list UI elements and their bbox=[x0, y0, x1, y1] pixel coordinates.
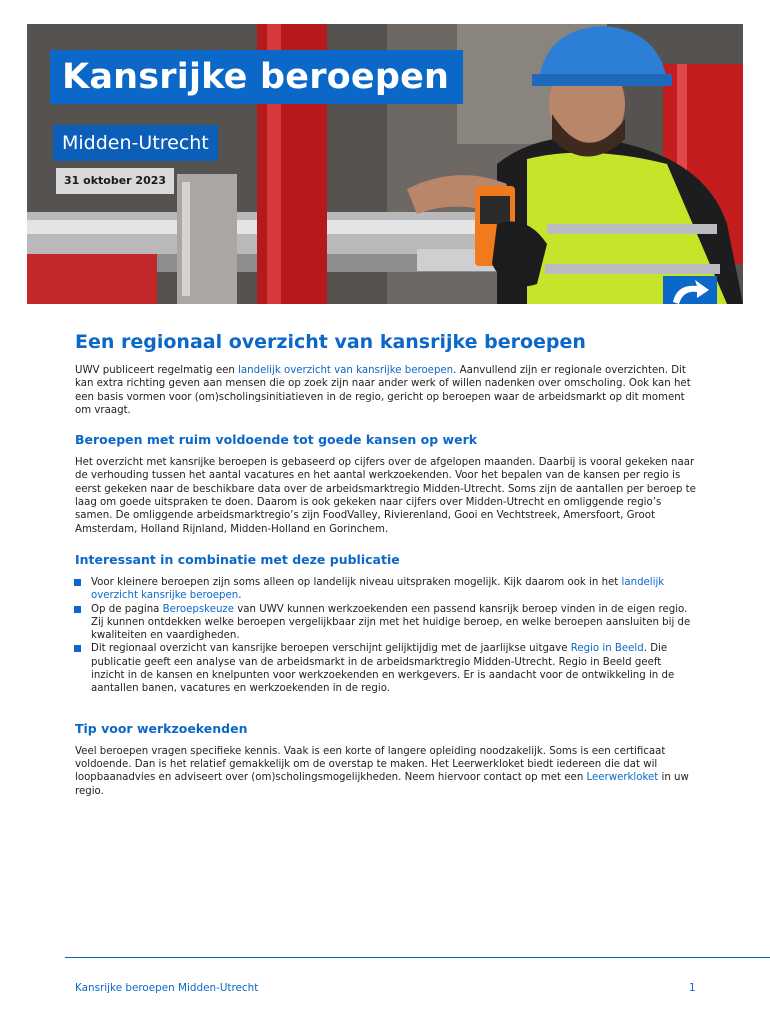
landelijk-overzicht-link[interactable]: landelijk overzicht van kansrijke beroepen bbox=[238, 365, 454, 376]
regio-in-beeld-link[interactable]: Regio in Beeld bbox=[570, 643, 644, 655]
bullet-square-icon bbox=[74, 645, 81, 652]
tip-paragraph: Veel beroepen vragen specifieke kennis. Vaak is een korte of langere opleiding noodzakelijk. Soms is een certificaat voldoende. Dan is het relatief gemakkelijk om de overstap te maken. Het Leerwerkloket biedt iedereen die dat wil loopbaanadvies en adviseert over (om)scholingsmogelijkheden. Neem hiervoor contact op met een Leerwerkloket in uw regio. bbox=[75, 745, 689, 797]
bullet-square-icon bbox=[74, 606, 81, 613]
list-item: Op de pagina Beroepskeuze van UWV kunnen werkzoekenden een passend kansrijk beroep vinden in de eigen regio. Zij kunnen ontdekken welke beroepen vergelijkbaar zijn met het huidige beroep, en welke beroepen aansluiten bij de kwaliteiten en vaardigheden. bbox=[75, 603, 697, 643]
intro-text-before: UWV publiceert regelmatig een bbox=[75, 365, 239, 376]
intro-heading: Een regionaal overzicht van kansrijke beroepen bbox=[75, 331, 586, 353]
interessant-list bbox=[75, 576, 697, 696]
interessant-heading: Interessant in combinatie met deze publicatie bbox=[75, 551, 400, 567]
page-number: 1 bbox=[689, 982, 696, 994]
page-title: Kansrijke beroepen bbox=[50, 50, 463, 104]
landelijk-overzicht-kansrijke-beroepen-link[interactable]: landelijk overzicht kansrijke beroepen bbox=[91, 576, 665, 602]
uwv-logo bbox=[663, 276, 717, 323]
intro-text-after: . Aanvullend zijn er regionale overzichten. Dit kan extra richting geven aan mensen die op zoek zijn naar ander werk of willen nadenken over omscholing. Ook kan het een basis vormen voor (om)scholingsinitiatieven in de regio, gericht op beroepen waar de arbeidsmarkt op dit moment om vraagt. bbox=[75, 365, 691, 416]
region-label: Midden-Utrecht bbox=[53, 125, 218, 161]
leerwerkloket-link[interactable]: Leerwerkloket bbox=[586, 772, 659, 784]
uwv-swoosh-icon: uwv bbox=[663, 276, 717, 304]
publication-date: 31 oktober 2023 bbox=[56, 168, 174, 194]
bullet-square-icon bbox=[74, 579, 81, 586]
kansen-paragraph: Het overzicht met kansrijke beroepen is gebaseerd op cijfers over de afgelopen maanden. Daarbij is vooral gekeken naar de verhouding tussen het aantal vacatures en het aantal werkzoekenden. Voor het bepalen van de kansen per regio is eerst gekeken naar de beschikbare data over de arbeidsmarktregio Midden-Utrecht. Soms zijn de aantallen per beroep te laag om goede uitspraken te doen. Daarom is ook gekeken naar cijfers over Midden-Utrecht en omliggende regio’s samen. De omliggende arbeidsmarktregio’s zijn FoodValley, Rivierenland, Gooi en Vechtstreek, Amersfoort, Groot Amsterdam, Holland Rijnland, Midden-Holland en Gorinchem. bbox=[75, 457, 696, 535]
tip-heading: Tip voor werkzoekenden bbox=[75, 720, 248, 736]
kansen-heading: Beroepen met ruim voldoende tot goede kansen op werk bbox=[75, 432, 478, 448]
intro-paragraph bbox=[75, 364, 697, 417]
footer-divider bbox=[65, 957, 770, 958]
list-item: Dit regionaal overzicht van kansrijke beroepen verschijnt gelijktijdig met de jaarlijkse uitgave Regio in Beeld. Die publicatie geeft een analyse van de arbeidsmarkt in de arbeidsmarktregio Midden-Utrecht. Regio in Beeld geeft inzicht in de kansen en knelpunten voor werkzoekenden en werkgevers. Er is aandacht voor de ontwikkeling in de aantallen banen, vacatures en werkzoekenden in de regio. bbox=[75, 642, 697, 695]
beroepskeuze-link[interactable]: Beroepskeuze bbox=[162, 603, 235, 615]
main-content bbox=[75, 330, 697, 798]
footer-title: Kansrijke beroepen Midden-Utrecht bbox=[75, 982, 259, 994]
list-item: Voor kleinere beroepen zijn soms alleen op landelijk niveau uitspraken mogelijk. Kijk daarom ook in het landelijk overzicht kansrijke beroepen. bbox=[75, 576, 697, 603]
